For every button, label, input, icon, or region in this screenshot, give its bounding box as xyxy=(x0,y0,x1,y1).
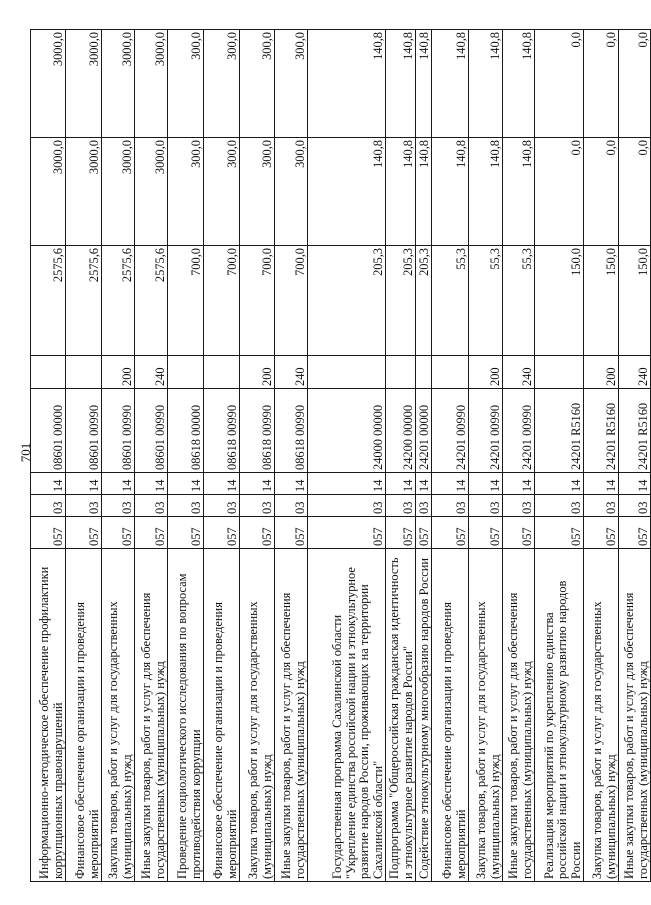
ministry-code: 057 xyxy=(416,517,432,549)
amount-year-1: 55,3 xyxy=(469,246,503,356)
amount-year-3: 140,8 xyxy=(416,30,432,138)
target-article-code: 24000 00000 xyxy=(308,389,386,473)
row-name: Проведение социологического исследования по вопросам противодействия коррупции xyxy=(168,549,204,882)
table-row xyxy=(619,30,651,882)
table-row xyxy=(240,30,275,882)
ministry-code: 057 xyxy=(619,517,651,549)
expense-type-code: 200 xyxy=(584,356,619,389)
table-body xyxy=(31,30,651,882)
section-code: 03 xyxy=(308,495,386,517)
amount-year-3: 140,8 xyxy=(386,30,416,138)
expense-type-code xyxy=(31,356,66,389)
amount-year-3: 3000,0 xyxy=(102,30,135,138)
section-code: 03 xyxy=(204,495,240,517)
row-name: Иные закупки товаров, работ и услуг для обеспечения государственных (муниципальных) нужд xyxy=(503,549,535,882)
table-row xyxy=(432,30,469,882)
table-row xyxy=(584,30,619,882)
amount-year-1: 150,0 xyxy=(584,246,619,356)
table-row xyxy=(204,30,240,882)
section-code: 03 xyxy=(135,495,168,517)
table-row xyxy=(275,30,308,882)
expense-type-code xyxy=(66,356,102,389)
target-article-code: 24201 R5160 xyxy=(584,389,619,473)
ministry-code: 057 xyxy=(386,517,416,549)
amount-year-3: 0,0 xyxy=(535,30,584,138)
amount-year-2: 300,0 xyxy=(204,138,240,246)
amount-year-1: 700,0 xyxy=(168,246,204,356)
subsection-code: 14 xyxy=(66,473,102,495)
amount-year-3: 3000,0 xyxy=(31,30,66,138)
ministry-code: 057 xyxy=(168,517,204,549)
target-article-code: 08601 00000 xyxy=(31,389,66,473)
page-number: 701 xyxy=(18,442,33,463)
row-name: Финансовое обеспечение организации и проведения мероприятий xyxy=(204,549,240,882)
table-row xyxy=(503,30,535,882)
row-name: Закупка товаров, работ и услуг для государственных (муниципальных) нужд xyxy=(584,549,619,882)
amount-year-1: 700,0 xyxy=(204,246,240,356)
target-article-code: 24201 00990 xyxy=(469,389,503,473)
expense-type-code: 200 xyxy=(240,356,275,389)
table-row xyxy=(308,30,386,882)
table-row xyxy=(469,30,503,882)
target-article-code: 24201 00000 xyxy=(416,389,432,473)
budget-table xyxy=(30,29,651,882)
amount-year-3: 140,8 xyxy=(432,30,469,138)
target-article-code: 24201 00990 xyxy=(432,389,469,473)
amount-year-3: 3000,0 xyxy=(135,30,168,138)
section-code: 03 xyxy=(619,495,651,517)
amount-year-3: 300,0 xyxy=(275,30,308,138)
expense-type-code: 240 xyxy=(503,356,535,389)
expense-type-code: 240 xyxy=(619,356,651,389)
expense-type-code xyxy=(416,356,432,389)
section-code: 03 xyxy=(469,495,503,517)
expense-type-code: 200 xyxy=(469,356,503,389)
subsection-code: 14 xyxy=(584,473,619,495)
row-name: Закупка товаров, работ и услуг для государственных (муниципальных) нужд xyxy=(102,549,135,882)
subsection-code: 14 xyxy=(535,473,584,495)
row-name: Реализация мероприятий по укреплению единства российской нации и этнокультурному развитию народов России xyxy=(535,549,584,882)
ministry-code: 057 xyxy=(240,517,275,549)
section-code: 03 xyxy=(102,495,135,517)
table-row xyxy=(66,30,102,882)
amount-year-2: 140,8 xyxy=(308,138,386,246)
table-row xyxy=(416,30,432,882)
table-row xyxy=(102,30,135,882)
amount-year-2: 140,8 xyxy=(469,138,503,246)
ministry-code: 057 xyxy=(469,517,503,549)
subsection-code: 14 xyxy=(135,473,168,495)
amount-year-3: 0,0 xyxy=(584,30,619,138)
ministry-code: 057 xyxy=(308,517,386,549)
expense-type-code xyxy=(432,356,469,389)
ministry-code: 057 xyxy=(584,517,619,549)
amount-year-3: 140,8 xyxy=(503,30,535,138)
target-article-code: 08618 00990 xyxy=(240,389,275,473)
expense-type-code: 200 xyxy=(102,356,135,389)
section-code: 03 xyxy=(168,495,204,517)
amount-year-1: 55,3 xyxy=(432,246,469,356)
target-article-code: 24201 00990 xyxy=(503,389,535,473)
expense-type-code xyxy=(308,356,386,389)
section-code: 03 xyxy=(503,495,535,517)
subsection-code: 14 xyxy=(204,473,240,495)
row-name: Финансовое обеспечение организации и проведения мероприятий xyxy=(66,549,102,882)
row-name: Закупка товаров, работ и услуг для государственных (муниципальных) нужд xyxy=(469,549,503,882)
expense-type-code xyxy=(386,356,416,389)
subsection-code: 14 xyxy=(308,473,386,495)
amount-year-2: 300,0 xyxy=(275,138,308,246)
row-name: Государственная программа Сахалинской области "Укрепление единства российской нации и этнокультурное развитие народов России, проживающих на территории Сахалинской области" xyxy=(308,549,386,882)
target-article-code: 08618 00990 xyxy=(275,389,308,473)
section-code: 03 xyxy=(535,495,584,517)
ministry-code: 057 xyxy=(204,517,240,549)
subsection-code: 14 xyxy=(416,473,432,495)
subsection-code: 14 xyxy=(31,473,66,495)
section-code: 03 xyxy=(386,495,416,517)
table-row xyxy=(135,30,168,882)
amount-year-3: 300,0 xyxy=(204,30,240,138)
amount-year-2: 140,8 xyxy=(416,138,432,246)
section-code: 03 xyxy=(240,495,275,517)
table-row xyxy=(535,30,584,882)
amount-year-1: 2575,6 xyxy=(102,246,135,356)
ministry-code: 057 xyxy=(66,517,102,549)
row-name: Иные закупки товаров, работ и услуг для обеспечения государственных (муниципальных) нужд xyxy=(275,549,308,882)
section-code: 03 xyxy=(432,495,469,517)
amount-year-2: 3000,0 xyxy=(66,138,102,246)
target-article-code: 24200 00000 xyxy=(386,389,416,473)
subsection-code: 14 xyxy=(102,473,135,495)
ministry-code: 057 xyxy=(503,517,535,549)
amount-year-3: 140,8 xyxy=(308,30,386,138)
amount-year-2: 0,0 xyxy=(584,138,619,246)
subsection-code: 14 xyxy=(432,473,469,495)
amount-year-2: 140,8 xyxy=(386,138,416,246)
amount-year-2: 0,0 xyxy=(535,138,584,246)
amount-year-3: 0,0 xyxy=(619,30,651,138)
section-code: 03 xyxy=(66,495,102,517)
row-name: Подпрограмма "Общероссийская гражданская идентичность и этнокультурное развитие народов России" xyxy=(386,549,416,882)
target-article-code: 08601 00990 xyxy=(102,389,135,473)
ministry-code: 057 xyxy=(535,517,584,549)
expense-type-code: 240 xyxy=(135,356,168,389)
amount-year-2: 0,0 xyxy=(619,138,651,246)
subsection-code: 14 xyxy=(503,473,535,495)
table-row xyxy=(386,30,416,882)
target-article-code: 08618 00990 xyxy=(204,389,240,473)
row-name: Информационно-методическое обеспечение профилактики коррупционных правонарушений xyxy=(31,549,66,882)
section-code: 03 xyxy=(275,495,308,517)
target-article-code: 08601 00990 xyxy=(135,389,168,473)
amount-year-2: 140,8 xyxy=(432,138,469,246)
subsection-code: 14 xyxy=(469,473,503,495)
amount-year-2: 3000,0 xyxy=(135,138,168,246)
amount-year-1: 150,0 xyxy=(535,246,584,356)
section-code: 03 xyxy=(416,495,432,517)
row-name: Закупка товаров, работ и услуг для государственных (муниципальных) нужд xyxy=(240,549,275,882)
amount-year-1: 205,3 xyxy=(386,246,416,356)
amount-year-2: 300,0 xyxy=(168,138,204,246)
target-article-code: 24201 R5160 xyxy=(535,389,584,473)
ministry-code: 057 xyxy=(135,517,168,549)
subsection-code: 14 xyxy=(619,473,651,495)
ministry-code: 057 xyxy=(102,517,135,549)
amount-year-3: 3000,0 xyxy=(66,30,102,138)
section-code: 03 xyxy=(31,495,66,517)
target-article-code: 24201 R5160 xyxy=(619,389,651,473)
expense-type-code xyxy=(535,356,584,389)
amount-year-1: 2575,6 xyxy=(66,246,102,356)
amount-year-1: 205,3 xyxy=(308,246,386,356)
amount-year-1: 2575,6 xyxy=(31,246,66,356)
amount-year-2: 300,0 xyxy=(240,138,275,246)
amount-year-1: 2575,6 xyxy=(135,246,168,356)
amount-year-1: 205,3 xyxy=(416,246,432,356)
subsection-code: 14 xyxy=(386,473,416,495)
amount-year-2: 140,8 xyxy=(503,138,535,246)
subsection-code: 14 xyxy=(168,473,204,495)
amount-year-1: 700,0 xyxy=(275,246,308,356)
ministry-code: 057 xyxy=(275,517,308,549)
ministry-code: 057 xyxy=(432,517,469,549)
amount-year-3: 140,8 xyxy=(469,30,503,138)
table-row xyxy=(31,30,66,882)
row-name: Содействие этнокультурному многообразию народов России xyxy=(416,549,432,882)
table-row xyxy=(168,30,204,882)
amount-year-2: 3000,0 xyxy=(31,138,66,246)
target-article-code: 08601 00990 xyxy=(66,389,102,473)
amount-year-2: 3000,0 xyxy=(102,138,135,246)
subsection-code: 14 xyxy=(275,473,308,495)
expense-type-code xyxy=(168,356,204,389)
subsection-code: 14 xyxy=(240,473,275,495)
target-article-code: 08618 00000 xyxy=(168,389,204,473)
ministry-code: 057 xyxy=(31,517,66,549)
row-name: Финансовое обеспечение организации и проведения мероприятий xyxy=(432,549,469,882)
amount-year-3: 300,0 xyxy=(168,30,204,138)
amount-year-1: 55,3 xyxy=(503,246,535,356)
section-code: 03 xyxy=(584,495,619,517)
expense-type-code: 240 xyxy=(275,356,308,389)
amount-year-1: 150,0 xyxy=(619,246,651,356)
row-name: Иные закупки товаров, работ и услуг для обеспечения государственных (муниципальных) нужд xyxy=(619,549,651,882)
expense-type-code xyxy=(204,356,240,389)
row-name: Иные закупки товаров, работ и услуг для обеспечения государственных (муниципальных) нужд xyxy=(135,549,168,882)
amount-year-3: 300,0 xyxy=(240,30,275,138)
amount-year-1: 700,0 xyxy=(240,246,275,356)
